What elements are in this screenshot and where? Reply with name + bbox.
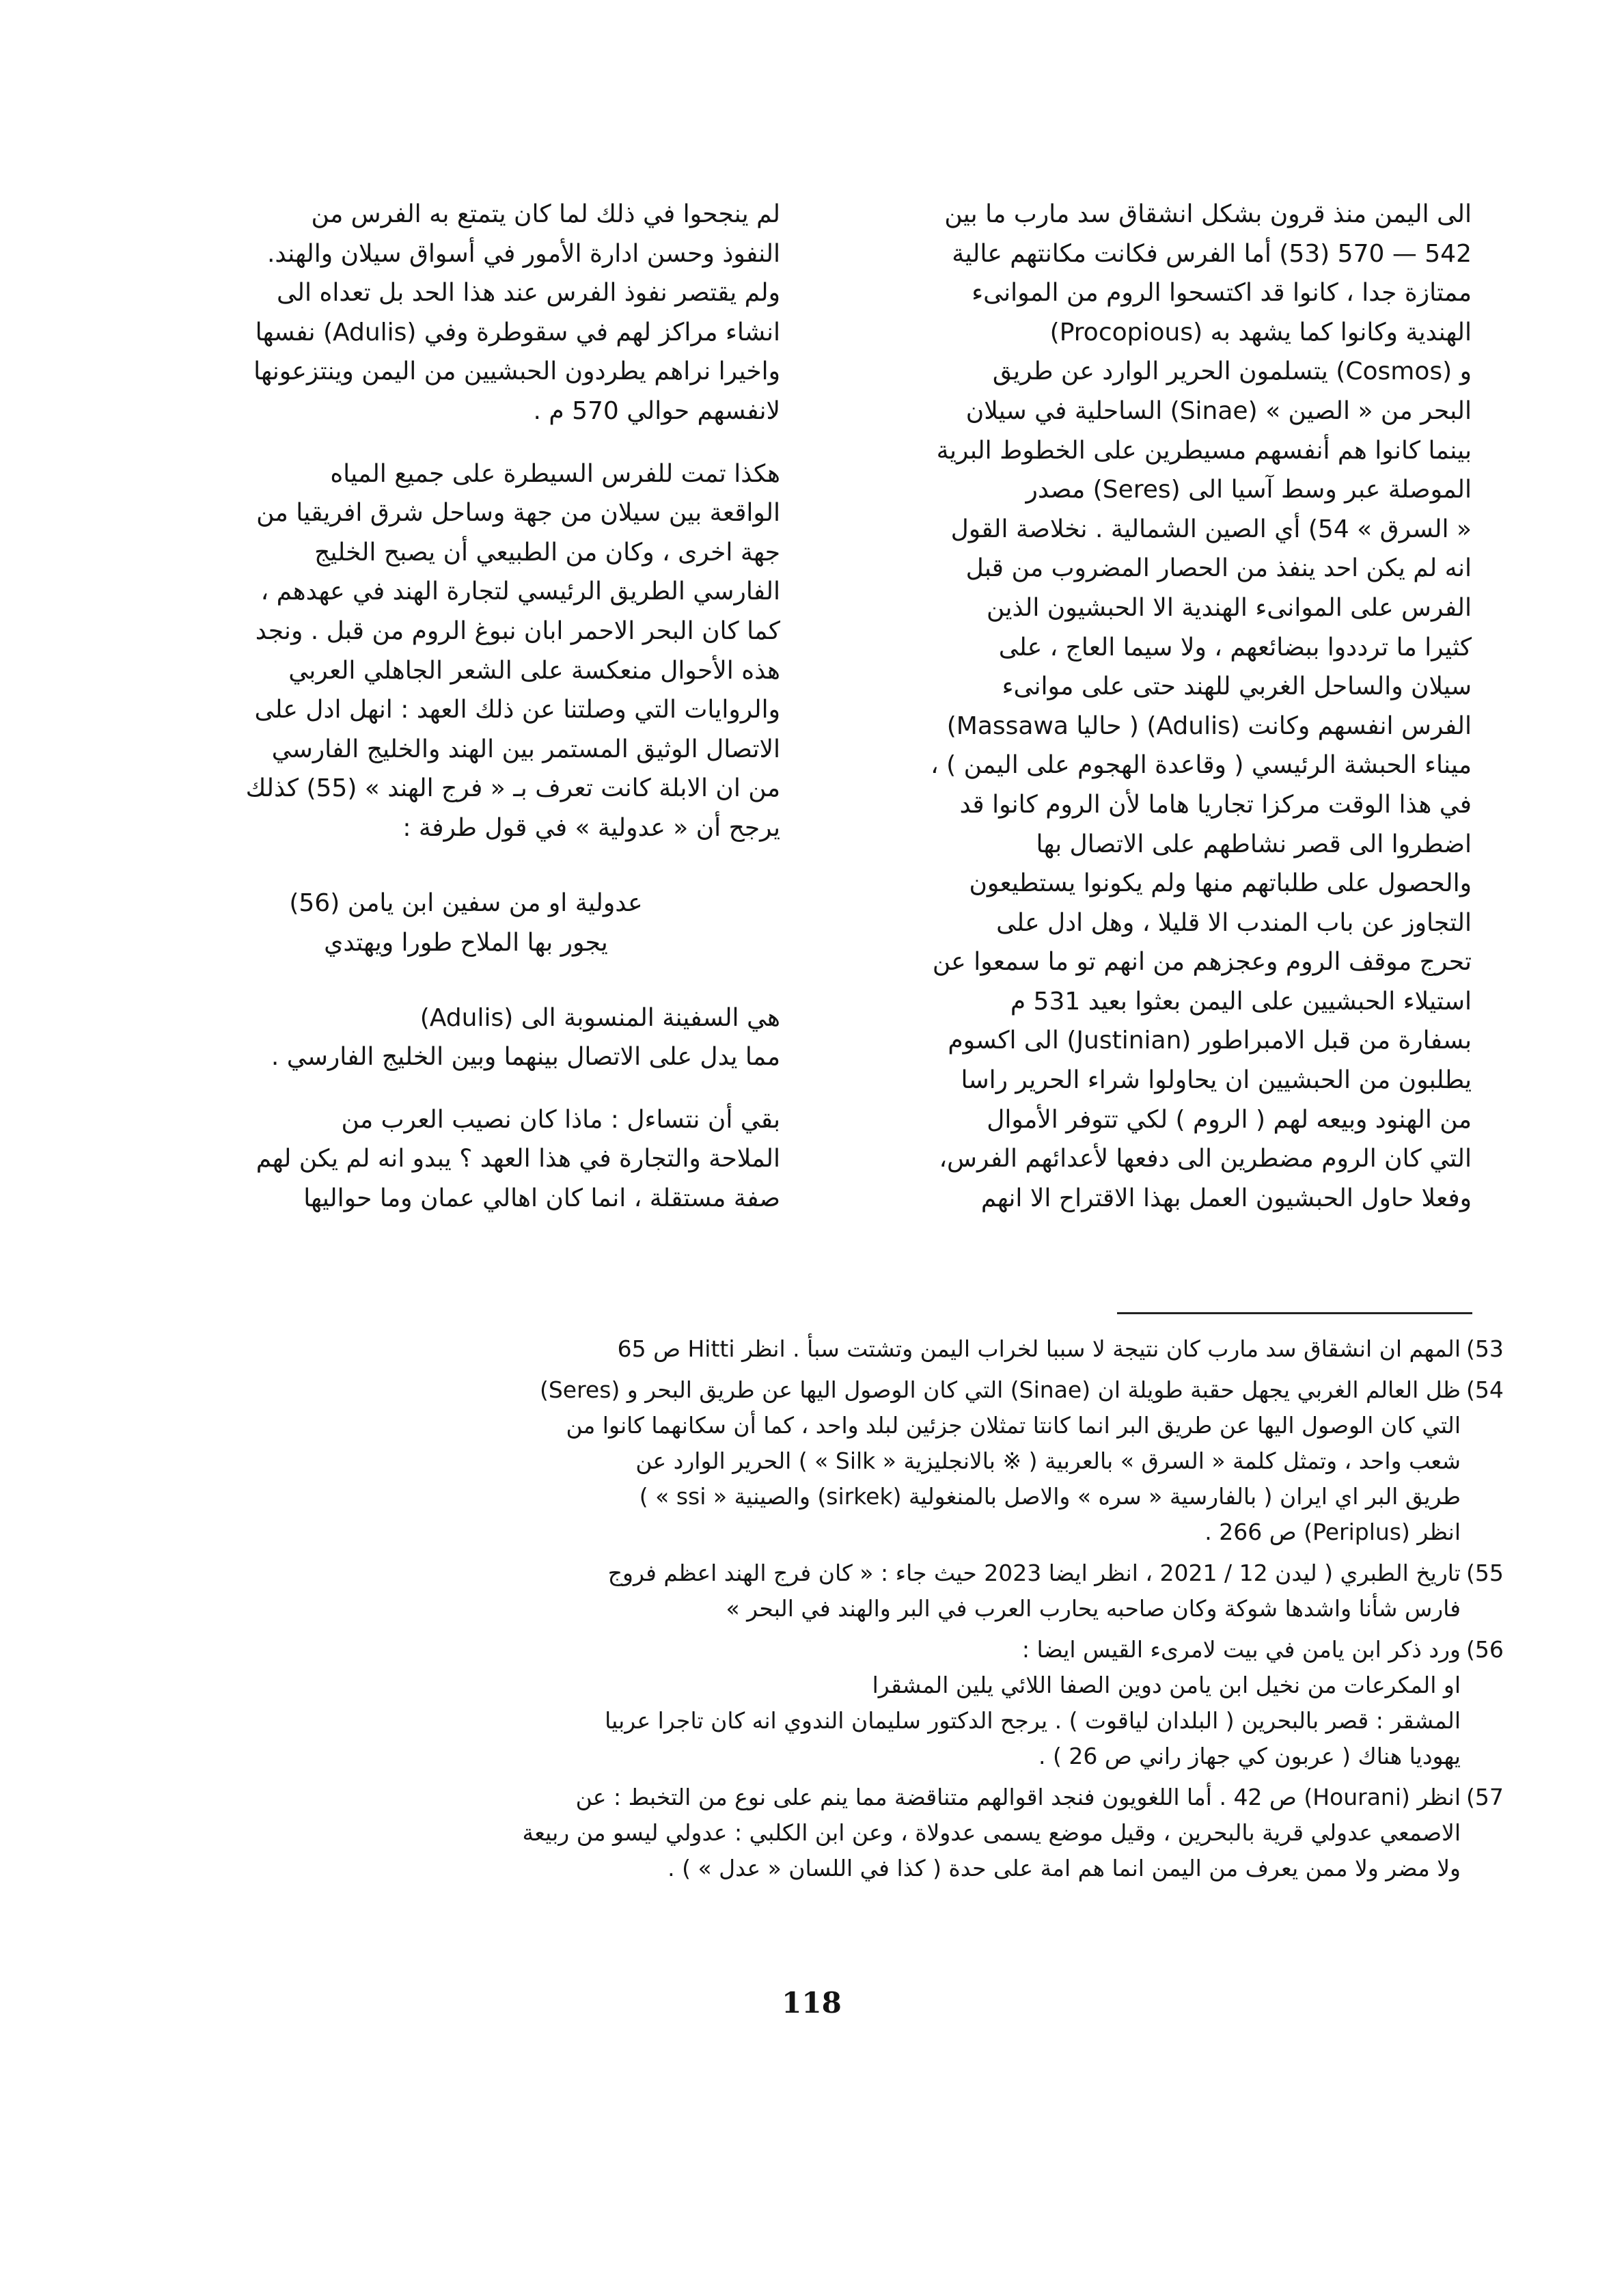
text-line: استيلاء الحبشيين على اليمن بعثوا بعيد 531 م	[1010, 987, 1472, 1016]
text-line: و (Cosmos) يتسلمون الحرير الوارد عن طريق	[992, 357, 1472, 386]
text-line: التجاوز عن باب المندب الا قليلا ، وهل ادل على	[996, 908, 1472, 937]
footnote	[152, 1780, 1519, 1886]
text-line: هي السفينة المنسوبة الى (Adulis)	[419, 1003, 780, 1032]
left-column	[152, 195, 780, 1218]
text-line: ميناء الحبشة الرئيسي ( وقاعدة الهجوم على اليمن ) ،	[931, 751, 1472, 780]
verse-line: يجور بها الملاح طورا ويهتدي	[324, 928, 608, 957]
footnote-number: (55	[1466, 1560, 1504, 1586]
poem-verse	[152, 884, 780, 963]
text-line: الاتصال الوثيق المستمر بين الهند والخليج الفارسي	[271, 735, 780, 763]
footnote	[152, 1372, 1519, 1550]
footnote-line: فارس شأنا واشدها شوكة وكان صاحبه يحارب العرب في البر والهند في البحر »	[726, 1595, 1461, 1622]
footnote-line: انظر (Hourani) ص 42 . أما اللغويون فنجد اقوالهم متناقضة مما ينم على نوع من التخبط : عن	[575, 1784, 1461, 1810]
footnote	[152, 1632, 1519, 1774]
paragraph	[152, 1100, 780, 1219]
footnote-line: يهوديا هناك ( عربون كي جهاز راني ص 26 ) .	[1038, 1743, 1461, 1769]
footnote-line: شعب واحد ، وتمثل كلمة « السرق » بالعربية ( ※ بالانجليزية « Silk » ) الحرير الوارد عن	[635, 1447, 1461, 1474]
paragraph	[152, 195, 780, 431]
text-line: في هذا الوقت مركزا تجاريا هاما لأن الروم كانوا قد	[959, 790, 1472, 819]
text-line: كثيرا ما ترددوا ببضائعهم ، ولا سيما العاج ، على	[998, 633, 1472, 662]
footnotes	[152, 1331, 1519, 1892]
text-line: وفعلا حاول الحبشيون العمل بهذا الاقتراح الا انهم	[980, 1184, 1472, 1212]
right-column	[835, 195, 1472, 1218]
text-line: اضطروا الى قصر نشاطهم على الاتصال بها	[1036, 830, 1472, 858]
text-line: « السرق » 54) أي الصين الشمالية . نخلاصة القول	[950, 515, 1472, 543]
text-line: من الهنود وبيعه لهم ( الروم ) لكي تتوفر الأموال	[987, 1105, 1472, 1134]
footnote-line: او المكرعات من نخيل ابن يامن دوين الصفا اللائي يلين المشقرا	[872, 1672, 1461, 1698]
text-line: هكذا تمت للفرس السيطرة على جميع المياه	[330, 459, 780, 488]
text-line: الفارسي الطريق الرئيسي لتجارة الهند في عهدهم ،	[260, 577, 780, 606]
page-number: 118	[782, 1986, 842, 2020]
text-line: الفرس انفسهم وكانت (Adulis) ( حاليا Massawa)	[946, 711, 1472, 740]
text-line: الواقعة بين سيلان من جهة وساحل شرق افريقيا من	[256, 499, 780, 528]
footnote-number: (53	[1466, 1335, 1504, 1362]
text-line: والروايات التي وصلتنا عن ذلك العهد : انهل ادل على	[254, 696, 780, 724]
text-line: بقي أن نتساءل : ماذا كان نصيب العرب من	[341, 1105, 780, 1134]
text-line: 542 — 570 (53) أما الفرس فكانت مكانتهم عالية	[952, 239, 1472, 268]
text-line: تحرج موقف الروم وعجزهم من انهم تو ما سمعوا عن	[932, 948, 1472, 977]
footnote-line: المشقر : قصر بالبحرين ( البلدان لياقوت ) . يرجح الدكتور سليمان الندوي انه كان تاجرا عربيا	[605, 1707, 1461, 1734]
text-line: الى اليمن منذ قرون بشكل انشقاق سد مارب ما بين	[944, 200, 1472, 228]
footnote-line: تاريخ الطبري ( ليدن 12 / 2021 ، انظر ايضا 2023 حيث جاء : « كان فرج الهند اعظم فروج	[607, 1560, 1461, 1586]
text-line: التي كان الروم مضطرين الى دفعها لأعدائهم الفرس،	[939, 1145, 1472, 1173]
text-line: الهندية وكانوا كما يشهد به (Procopious)	[1049, 318, 1472, 346]
footnote-number: (56	[1466, 1636, 1504, 1663]
footnote-line: المهم ان انشقاق سد مارب كان نتيجة لا سببا لخراب اليمن وتشتت سبأ . انظر Hitti ص 65	[617, 1335, 1461, 1362]
text-line: جهة اخرى ، وكان من الطبيعي أن يصبح الخليج	[314, 538, 780, 567]
paragraph	[152, 998, 780, 1077]
footnote-line: طريق البر اي ايران ( بالفارسية « سره » والاصل بالمنغولية (sirkek) والصينية « ssi » )	[639, 1483, 1461, 1510]
text-line: يطلبون من الحبشيين ان يحاولوا شراء الحرير راسا	[961, 1066, 1472, 1095]
footnote-line: التي كان الوصول اليها عن طريق البر انما كانتا تمثلان جزئين لبلد واحد ، كما أن سكانهما كانوا من	[566, 1412, 1461, 1439]
text-line: مما يدل على الاتصال بينهما وبين الخليج الفارسي .	[271, 1043, 780, 1072]
text-line: انه لم يكن احد ينفذ من الحصار المضروب من قبل	[965, 554, 1472, 583]
footnote	[152, 1555, 1519, 1627]
text-line: ممتازة جدا ، كانوا قد اكتسحوا الروم من الموانىء	[972, 279, 1472, 308]
text-line: هذه الأحوال منعكسة على الشعر الجاهلي العربي	[288, 656, 780, 685]
text-line: الموصلة عبر وسط آسيا الى (Seres) مصدر	[1026, 476, 1472, 504]
footnote-number: (54	[1466, 1376, 1504, 1403]
footnote-line: ظل العالم الغربي يجهل حقبة طويلة ان (Sinae) التي كان الوصول اليها عن طريق البحر و (Seres)	[539, 1376, 1461, 1403]
verse-line: عدولية او من سفين ابن يامن (56)	[289, 888, 643, 917]
paragraph	[152, 454, 780, 848]
footnote-divider	[1117, 1312, 1472, 1314]
text-line: واخيرا نراهم يطردون الحبشيين من اليمن وينتزعونها	[253, 357, 780, 386]
text-line: والحصول على طلباتهم منها ولم يكونوا يستطيعون	[969, 869, 1472, 898]
text-line: الفرس على الموانىء الهندية الا الحبشيون الذين	[987, 593, 1472, 622]
text-line: انشاء مراكز لهم في سقوطرة وفي (Adulis) نفسها	[255, 318, 780, 346]
footnote	[152, 1331, 1519, 1367]
text-line: صفة مستقلة ، انما كان اهالي عمان وما حواليها	[303, 1184, 780, 1212]
text-line: لم ينجحوا في ذلك لما كان يتمتع به الفرس من	[311, 200, 780, 228]
footnote-line: الاصمعي عدولي قرية بالبحرين ، وقيل موضع يسمى عدولاة ، وعن ابن الكلبي : عدولي ليسو من ربيعة	[522, 1819, 1461, 1846]
text-line: من ان الابلة كانت تعرف بـ « فرج الهند » (55) كذلك	[245, 774, 780, 803]
text-line: البحر من « الصين » (Sinae) الساحلية في سيلان	[965, 396, 1472, 425]
footnote-line: ورد ذكر ابن يامن في بيت لامرىء القيس ايضا :	[1021, 1636, 1461, 1663]
text-line: ولم يقتصر نفوذ الفرس عند هذا الحد بل تعداه الى	[277, 279, 780, 308]
text-line: يرجح أن « عدولية » في قول طرفة :	[402, 813, 780, 842]
text-line: النفوذ وحسن ادارة الأمور في أسواق سيلان والهند.	[266, 239, 780, 268]
footnote-line: انظر (Periplus) ص 266 .	[1205, 1519, 1461, 1545]
text-line: كما كان البحر الاحمر ابان نبوغ الروم من قبل . ونجد	[255, 616, 780, 645]
text-line: بسفارة من قبل الامبراطور (Justinian) الى اكسوم	[948, 1027, 1472, 1055]
text-line: بينما كانوا هم أنفسهم مسيطرين على الخطوط البرية	[936, 436, 1472, 465]
footnote-line: ولا مضر ولا ممن يعرف من اليمن انما هم امة على حدة ( كذا في اللسان « عدل » ) .	[668, 1855, 1461, 1881]
text-line: الملاحة والتجارة في هذا العهد ؟ يبدو انه لم يكن لهم	[256, 1145, 780, 1173]
footnote-number: (57	[1466, 1784, 1504, 1810]
text-line: سيلان والساحل الغربي للهند حتى على موانىء	[1002, 672, 1472, 701]
text-line: لانفسهم حوالي 570 م .	[533, 396, 780, 425]
